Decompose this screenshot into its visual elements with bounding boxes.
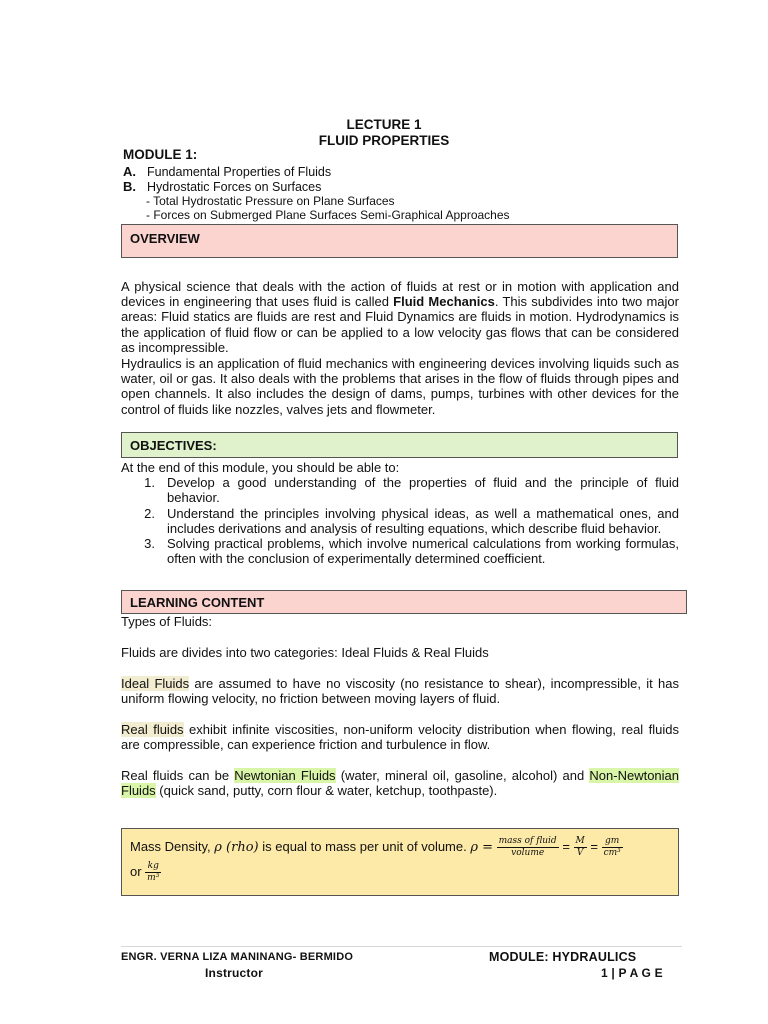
footer-role: Instructor [205,966,264,980]
m-over-v-fraction [574,836,587,859]
fluid-mechanics-term: Fluid Mechanics [393,294,495,310]
footer-module: MODULE: HYDRAULICS [489,950,637,964]
module-subitem: - Total Hydrostatic Pressure on Plane Surfaces [146,194,395,208]
newtonian-term: Newtonian Fluids [234,768,336,783]
module-item-text: Fundamental Properties of Fluids [147,165,332,179]
overview-box [121,224,678,258]
module-item-text: Hydrostatic Forces on Surfaces [147,180,322,194]
hydraulics-paragraph: Hydraulics is an application of fluid mechanics with engineering devices involving liquids such as water, oil or gas. It also deals with the problems that arises in the flow of fluids through pipes and open channels. It also includes the design of dams, pumps, turbines with other devices for the control of fluids like nozzles, valves jets and flowmeter. [121,356,679,417]
types-of-fluids: Types of Fluids: [121,614,213,629]
module-heading: MODULE 1: [123,147,198,162]
objectives-heading: OBJECTIVES: [130,438,217,453]
learning-content-heading: LEARNING CONTENT [130,595,265,610]
overview-paragraph [121,279,679,355]
kg-per-m3-fraction [145,861,161,884]
objectives-intro: At the end of this module, you should be able to: [121,460,400,475]
module-subitem: - Forces on Submerged Plane Surfaces Semi-Graphical Approaches [146,208,510,222]
density-text: is equal to mass per unit of volume. [258,839,471,854]
fraction-denominator: cm³ [603,848,621,859]
objective-number: 1. [144,475,155,490]
real-fluids-paragraph [121,722,679,752]
newtonian-text: Real fluids can be [121,768,235,783]
objectives-list [121,475,679,567]
lecture-topic: FLUID PROPERTIES [318,133,450,148]
fraction-numerator: gm [602,836,623,848]
ideal-fluids-term: Ideal Fluids [121,676,190,691]
fluid-categories: Fluids are divides into two categories: Ideal Fluids & Real Fluids [121,645,489,660]
fraction-numerator: M [575,836,585,847]
objectives-box [121,432,678,458]
real-fluids-text: exhibit infinite viscosities, non-uniform velocity distribution when flowing, real fluids are compressible, can experience friction and turbulence in flow. [121,722,680,753]
rho-equation: ρ = [470,840,494,855]
ideal-fluids-paragraph [121,676,679,706]
objective-item [121,475,679,506]
module-item-letter: B. [123,179,136,194]
lecture-number: LECTURE 1 [346,117,422,132]
density-text: Mass Density, [130,839,215,854]
mass-density-definition [130,835,670,884]
fraction-denominator: V [576,848,584,859]
fraction-denominator: volume [511,848,545,859]
objective-item [121,506,679,537]
objective-text: Solving practical problems, which involve numerical calculations from working formulas, often with the conclusion of experimentally determined coefficient. [167,536,679,567]
module-item-letter: A. [123,164,136,179]
fraction-denominator: m³ [147,873,160,884]
objective-text: Understand the principles involving physical ideas, as well a mathematical ones, and includes derivations and analysis of resulting equations, which describe fluid behavior. [167,505,679,536]
newtonian-text: (water, mineral oil, gasoline, alcohol) and [335,768,590,783]
ideal-fluids-text: are assumed to have no viscosity (no resistance to shear), incompressible, it has uniform flowing velocity, no friction between moving layers of fluid. [121,676,680,707]
fraction-numerator: kg [145,861,161,873]
equals-sign: = [590,839,598,854]
rho-symbol: ρ (rho) [214,840,259,855]
objective-item [121,536,679,567]
objective-number: 2. [144,505,155,521]
or-text: or [130,864,146,879]
overview-heading: OVERVIEW [130,231,200,246]
gm-per-cm3-fraction [602,836,623,859]
module-item-a [123,164,331,179]
overview-text: . This subdivides into two major areas: Fluid statics are fluids are rest and Fluid Dynamics are fluids in motion. Hydrodynamics is the application of fluid flow or can be applied to a low velocity gas flows that can be considered as incompressible. [121,294,679,355]
mass-over-volume-fraction [497,836,559,859]
fraction-numerator: mass of fluid [498,836,557,847]
newtonian-text: (quick sand, putty, corn flour & water, ketchup, toothpaste). [155,783,498,799]
footer-page-number: 1 | P A G E [601,966,663,980]
newtonian-paragraph [121,768,679,798]
mass-density-box [121,828,679,896]
equals-sign: = [562,839,570,854]
module-item-b [123,179,321,194]
learning-content-box [121,590,687,614]
footer-divider [121,946,682,947]
objective-text: Develop a good understanding of the properties of fluid and the principle of fluid behavior. [167,475,679,506]
overview-text: A physical science that deals with the action of fluids at rest or in motion with application and devices in engineering that uses fluid is called [121,279,679,310]
objective-number: 3. [144,536,155,552]
real-fluids-term: Real fluids [121,722,184,737]
footer-author: ENGR. VERNA LIZA MANINANG- BERMIDO [121,951,354,963]
non-newtonian-term: Non-Newtonian Fluids [121,768,680,799]
